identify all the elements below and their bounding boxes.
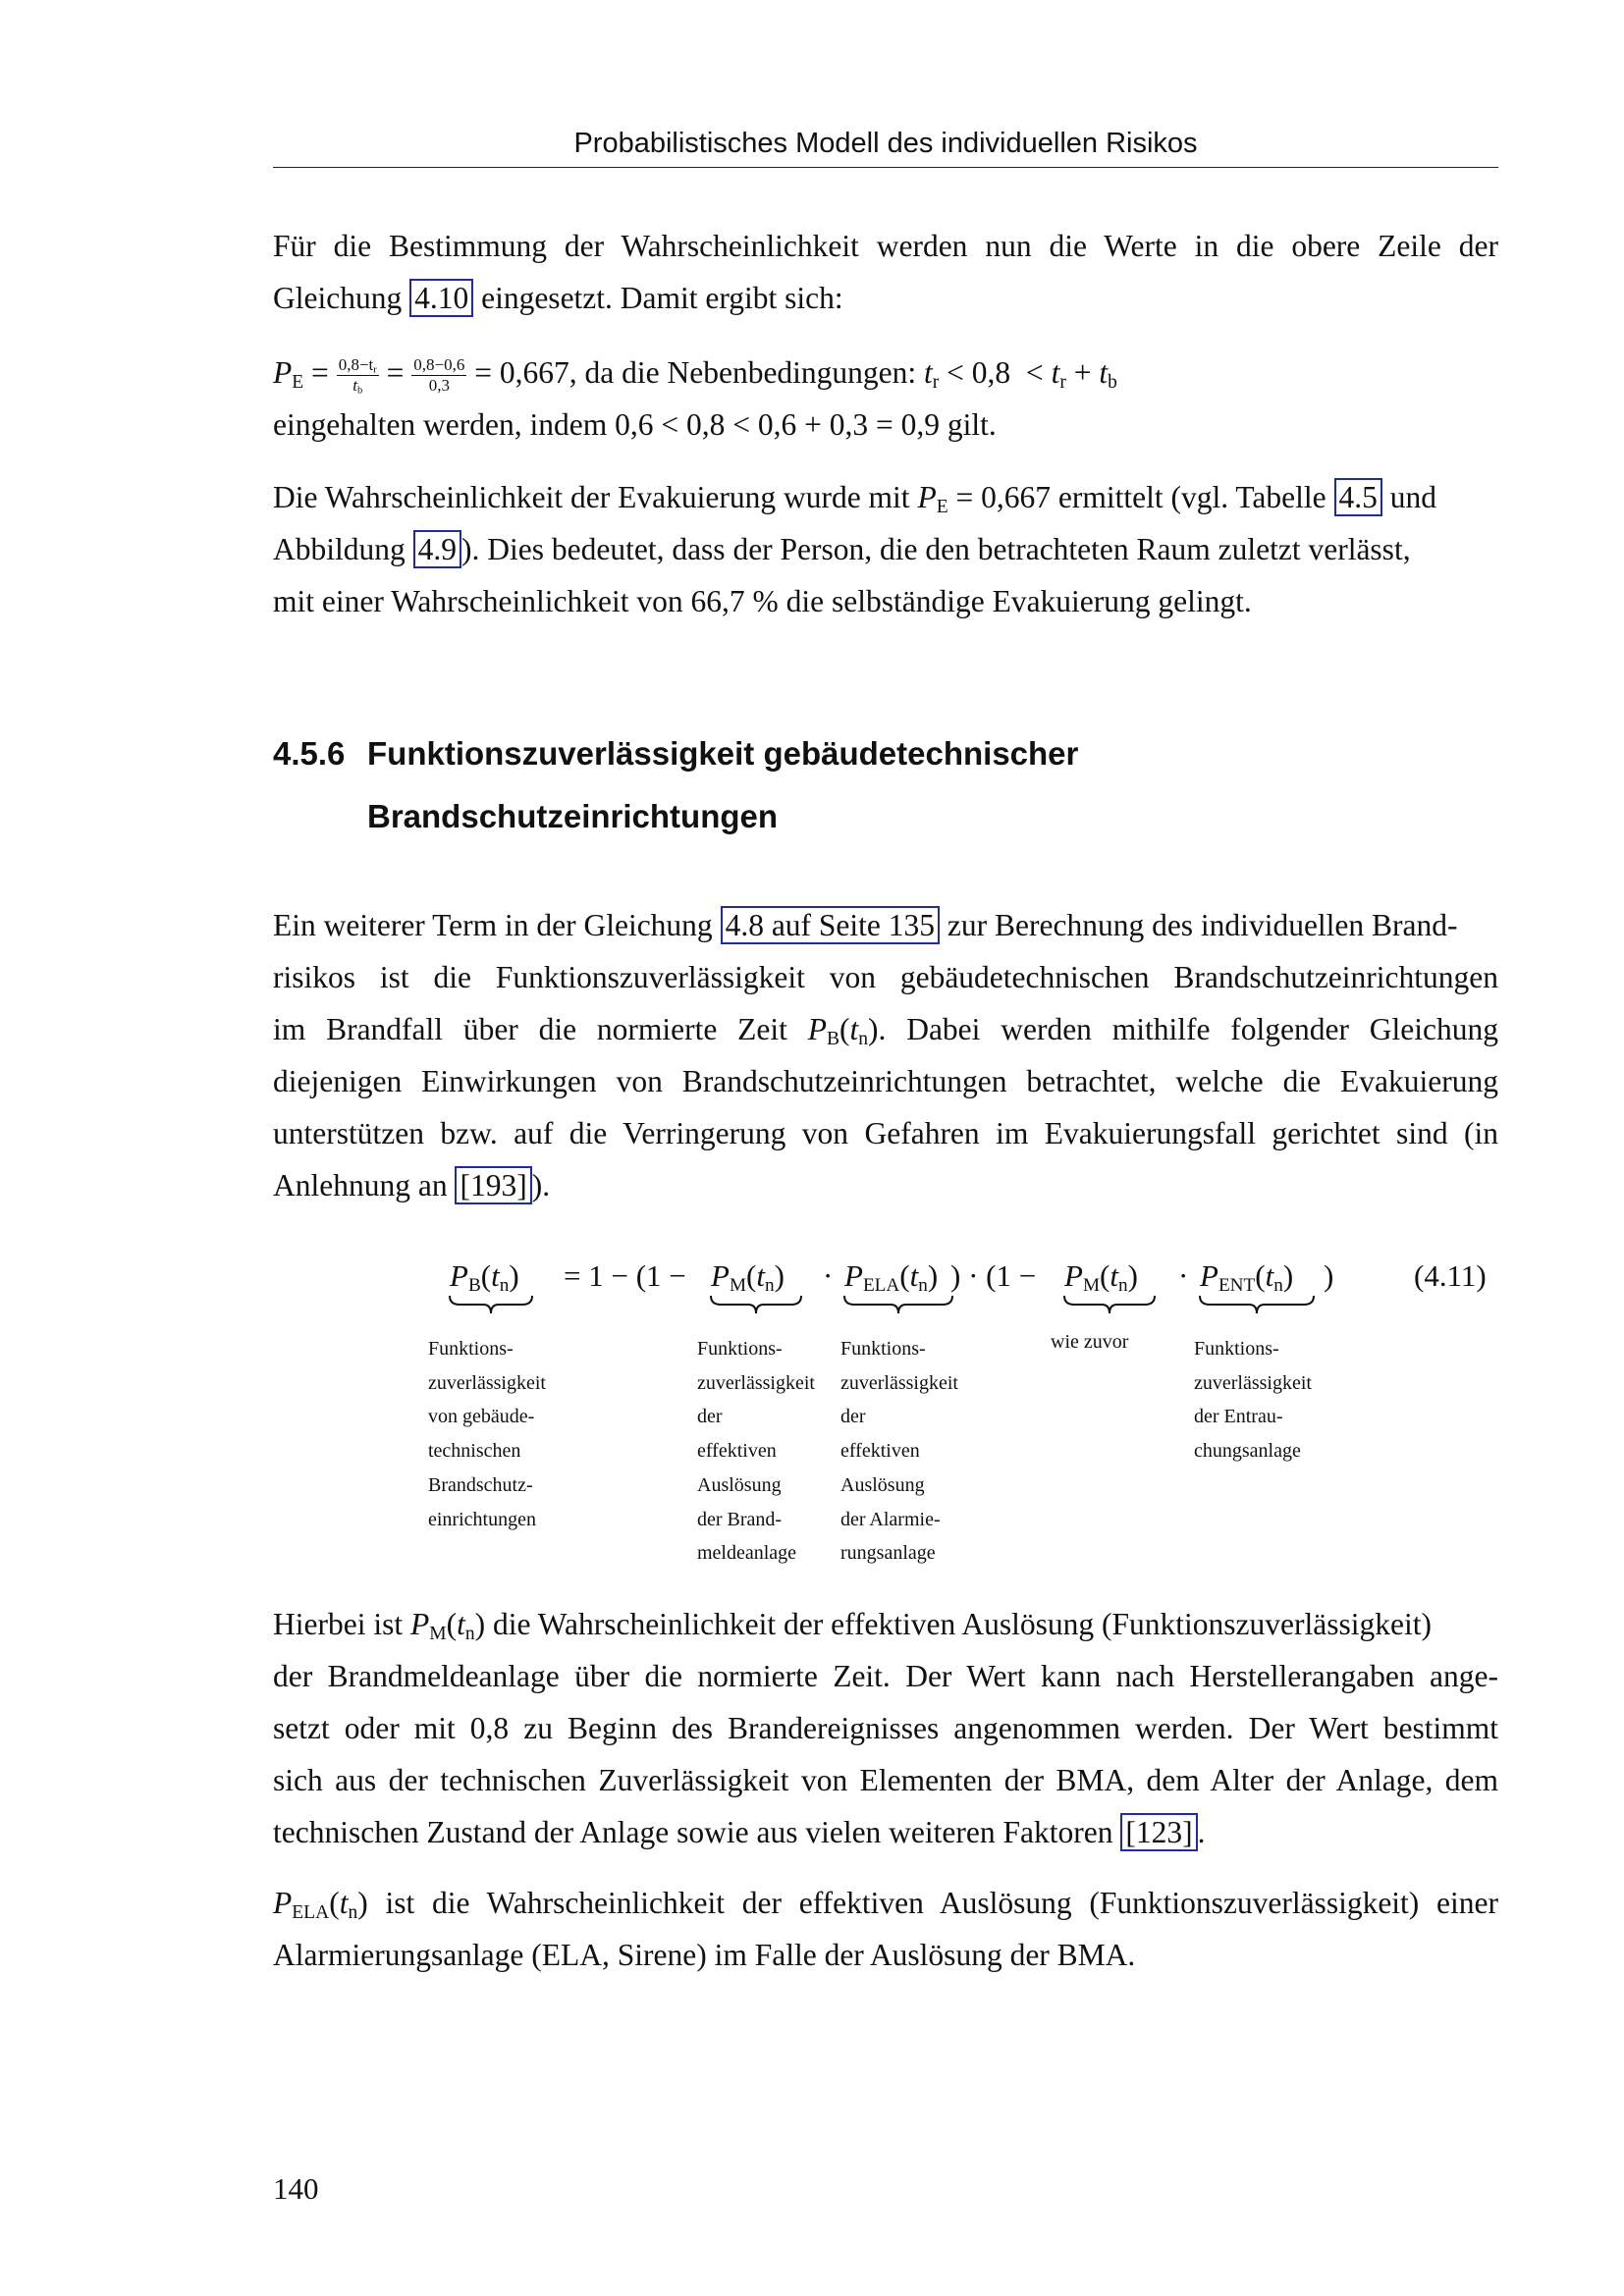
- text-line: der Brandmeldeanlage über die normierte Zeit. Der Wert kann nach Herstellerangaben ange-: [273, 1659, 1498, 1693]
- formula-line: $P_E$ = $\frac{0,8-t_r}{t_b}$ = $\frac{0,8-0,6}{0,3}$ = 0,667, da die Nebenbedingungen: $t_r < 0,8 < t_r + t_b$: [273, 355, 1117, 397]
- text-line: im Brandfall über die normierte Zeit $P_B(t_n)$. Dabei werden mithilfe folgender Gleichung: [273, 1012, 1498, 1049]
- equation-page-ref-link[interactable]: 4.8 auf Seite 135: [721, 906, 940, 944]
- text-line: Hierbei ist $P_M(t_n)$ die Wahrscheinlichkeit der effektiven Auslösung (Funktionszuverlässigkeit): [273, 1607, 1432, 1644]
- figure-ref-link[interactable]: 4.9: [413, 530, 461, 568]
- annotation-pela: Funktions- zuverlässigkeit der effektiven Auslösung der Alarmie- rungsanlage: [840, 1338, 958, 1565]
- equation-dot: ·: [1178, 1258, 1189, 1293]
- underbrace-pent: [1198, 1294, 1316, 1315]
- text: Gleichung: [273, 281, 403, 315]
- section-number: 4.5.6: [273, 735, 346, 772]
- text: = 0,667, da die Nebenbedingungen:: [474, 355, 917, 390]
- text-line: mit einer Wahrscheinlichkeit von 66,7 % die selbständige Evakuierung gelingt.: [273, 584, 1252, 618]
- paragraph-intro: [273, 220, 1498, 324]
- citation-link[interactable]: [123]: [1120, 1813, 1197, 1851]
- annotation-pb: Funktions- zuverlässigkeit von gebäude- technischen Brandschutz- einrichtungen: [428, 1338, 546, 1530]
- section-heading: [273, 734, 1078, 774]
- underbrace-pm2: [1062, 1294, 1157, 1315]
- symbol: P: [273, 355, 293, 390]
- annotation-pm2: wie zuvor: [1051, 1331, 1129, 1353]
- text: eingesetzt. Damit ergibt sich:: [481, 281, 843, 315]
- term-pm: $P_M(t_n)$: [711, 1258, 785, 1296]
- paragraph-pela: [273, 1877, 1498, 1981]
- text-line: Abbildung 4.9 ). Dies bedeutet, dass der Person, die den betrachteten Raum zuletzt verlässt,: [273, 532, 1411, 566]
- paragraph-term: [273, 899, 1498, 1211]
- term-pela: $P_{ELA}(t_n)$: [844, 1258, 939, 1296]
- equation-ref-link[interactable]: 4.10: [409, 279, 473, 317]
- text-line: setzt oder mit 0,8 zu Beginn des Brandereignisses angenommen werden. Der Wert bestimmt: [273, 1711, 1498, 1745]
- section-heading-cont: Brandschutzeinrichtungen: [367, 798, 779, 834]
- text-line: Für die Bestimmung der Wahrscheinlichkeit werden nun die Werte in die obere Zeile der: [273, 229, 1498, 263]
- text-line: Ein weiterer Term in der Gleichung 4.8 auf Seite 135 zur Berechnung des individuellen Brand-: [273, 908, 1458, 942]
- equation-close: ): [1324, 1258, 1334, 1293]
- text-line: [273, 272, 1498, 324]
- formula-evacuation: [273, 346, 1498, 400]
- underbrace-pela: [842, 1294, 954, 1315]
- underbrace-pm: [709, 1294, 803, 1315]
- annotation-pm: Funktions- zuverlässigkeit der effektiven Auslösung der Brand- meldeanlage: [697, 1338, 815, 1565]
- text-line: diejenigen Einwirkungen von Brandschutzeinrichtungen betrachtet, welche die Evakuierung: [273, 1064, 1498, 1098]
- text-line: $P_{ELA}(t_n)$ ist die Wahrscheinlichkeit der effektiven Auslösung (Funktionszuverlässigkeit) einer: [273, 1886, 1498, 1923]
- text-line: eingehalten werden, indem 0,6 < 0,8 < 0,6 + 0,3 = 0,9 gilt.: [273, 407, 997, 442]
- text-line: Alarmierungsanlage (ELA, Sirene) im Falle der Auslösung der BMA.: [273, 1938, 1136, 1972]
- fraction: $\frac{0,8-t_r}{t_b}$: [338, 355, 377, 397]
- paragraph-pm: [273, 1598, 1498, 1858]
- equation-dot: ·: [823, 1258, 834, 1293]
- formula-conditions: [273, 399, 1498, 451]
- text-line: technischen Zustand der Anlage sowie aus vielen weiteren Faktoren [123] .: [273, 1815, 1206, 1849]
- text-line: sich aus der technischen Zuverlässigkeit von Elementen der BMA, dem Alter der Anlage, dem: [273, 1763, 1498, 1797]
- text: =: [311, 355, 329, 390]
- term-pm2: $P_M(t_n)$: [1064, 1258, 1138, 1296]
- citation-link[interactable]: [193]: [455, 1166, 531, 1204]
- table-ref-link[interactable]: 4.5: [1334, 478, 1382, 516]
- text: =: [386, 355, 405, 390]
- page-number: 140: [273, 2171, 319, 2206]
- equation-text: = 1 − (1 −: [564, 1258, 686, 1293]
- paragraph-result: [273, 471, 1498, 627]
- section-title: Funktionszuverlässigkeit gebäudetechnischer: [367, 735, 1079, 772]
- text-line: Die Wahrscheinlichkeit der Evakuierung wurde mit $P_E = 0,667$ ermittelt (vgl. Tabelle 4.5 und: [273, 480, 1436, 517]
- fraction: $\frac{0,8-0,6}{0,3}$: [413, 355, 465, 396]
- annotation-pent: Funktions- zuverlässigkeit der Entrau- chungsanlage: [1194, 1338, 1312, 1463]
- text-line: Anlehnung an [193] ).: [273, 1168, 551, 1202]
- equation-number: (4.11): [1414, 1258, 1487, 1293]
- text-line: risikos ist die Funktionszuverlässigkeit von gebäudetechnischen Brandschutzeinrichtungen: [273, 960, 1498, 994]
- term-pb: $P_B(t_n)$: [450, 1258, 519, 1296]
- underbrace-pb: [448, 1294, 534, 1315]
- term-pent: $P_{ENT}(t_n)$: [1200, 1258, 1294, 1296]
- subscript: E: [292, 371, 304, 393]
- equation-text: ) · (1 −: [950, 1258, 1037, 1293]
- running-header: Probabilistisches Modell des individuellen Risikos: [273, 124, 1498, 168]
- text-line: unterstützen bzw. auf die Verringerung von Gefahren im Evakuierungsfall gerichtet sind (in: [273, 1116, 1498, 1150]
